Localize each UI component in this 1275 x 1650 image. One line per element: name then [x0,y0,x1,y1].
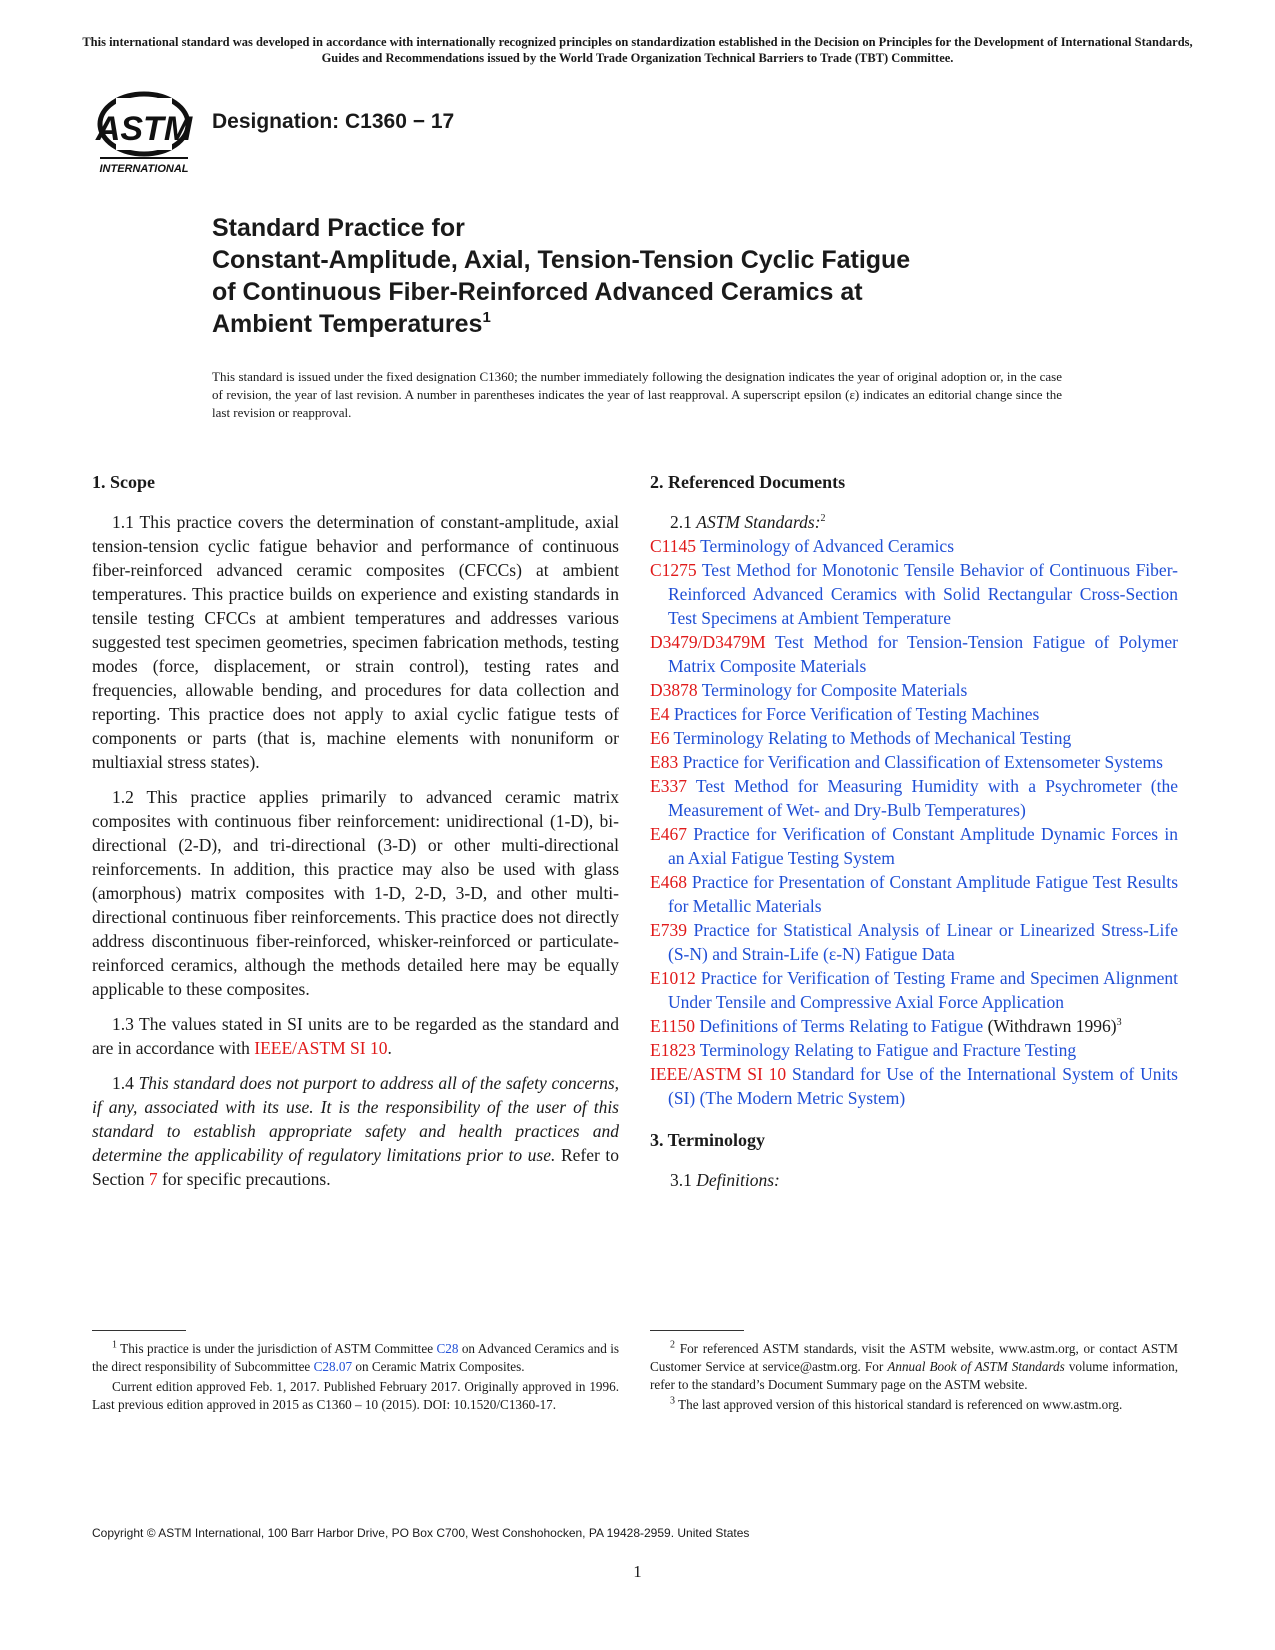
section-heading-referenced-documents: 2. Referenced Documents [650,472,846,492]
reference-item [650,918,1178,966]
reference-item [650,630,1178,678]
reference-code-link[interactable]: D3479/D3479M [650,632,766,652]
paragraph-1-4: 1.4 This standard does not purport to address all of the safety concerns, if any, associated with its use. It is the responsibility of the user of this standard to establish appropriate safety and health practices and determine the applicability of regulatory limitations prior to use. Refer to Section 7 for specific precautions. [92,1073,620,1189]
document-title [212,212,1072,340]
reference-item [650,534,1178,558]
svg-text:ASTM: ASTM [95,110,193,148]
reference-item [650,558,1178,630]
section-heading-terminology: 3. Terminology [650,1130,766,1150]
reference-code-link[interactable]: E1823 [650,1040,696,1060]
reference-code-link[interactable]: E467 [650,824,687,844]
reference-title-link[interactable]: Test Method for Measuring Humidity with a Psychrometer (the Measurement of Wet- and Dry-Bulb Temperatures) [668,776,1178,820]
footnote-mark: 3 [1116,1017,1122,1029]
subsection-3-1: 3.1 Definitions: [670,1170,780,1190]
reference-code-link[interactable]: E1012 [650,968,696,988]
link-ieee-si10[interactable]: IEEE/ASTM SI 10 [254,1038,388,1058]
footnotes-left [92,1340,619,1416]
section-heading-scope: 1. Scope [92,472,155,492]
reference-code-link[interactable]: D3878 [650,680,698,700]
reference-code-link[interactable]: E83 [650,752,679,772]
reference-title-link[interactable]: Terminology Relating to Fatigue and Fracture Testing [699,1040,1077,1060]
reference-item [650,702,1178,726]
svg-text:INTERNATIONAL: INTERNATIONAL [99,163,189,175]
reference-item [650,1014,1178,1038]
designation: Designation: C1360 − 17 [212,110,455,133]
link-section-7[interactable]: 7 [148,1169,158,1189]
reference-code-link[interactable]: E739 [650,920,687,940]
reference-code-link[interactable]: E6 [650,728,670,748]
footnote-divider [92,1330,186,1331]
reference-item [650,870,1178,918]
reference-title-link[interactable]: Terminology for Composite Materials [701,680,968,700]
footnote-divider [650,1330,744,1331]
reference-note: (Withdrawn 1996) [983,1016,1117,1036]
reference-item [650,822,1178,870]
reference-item [650,1038,1178,1062]
reference-code-link[interactable]: C1275 [650,560,697,580]
reference-item [650,750,1178,774]
paragraph-1-1: 1.1 This practice covers the determination of constant-amplitude, axial tension-tension cyclic fatigue behavior and performance of continuous fiber-reinforced advanced ceramic composites (CFCCs) at ambient temperatures. This practice builds on experience and existing standards in tensile testing CFCCs at ambient temperatures and addresses various suggested test specimen geometries, specimen fabrication methods, testing modes (force, displacement, or strain control), testing rates and frequencies, allowable bending, and procedures for data collection and reporting. This practice does not apply to axial cyclic fatigue tests of components or parts (that is, machine elements with nonuniform or multiaxial stress states). [92,512,619,772]
title-line: Standard Practice for [212,214,465,242]
reference-item [650,726,1178,750]
reference-code-link[interactable]: E468 [650,872,687,892]
paragraph-1-2: 1.2 This practice applies primarily to advanced ceramic matrix composites with continuous fiber reinforcement: unidirectional (1-D), bi-directional (2-D), and tri-directional (3-D) or other multi-directional reinforcements. In addition, this practice may also be used with glass (amorphous) matrix composites with 1-D, 2-D, 3-D, and other multi-directional continuous fiber reinforcements. This practice does not directly address discontinuous fiber-reinforced, whisker-reinforced or particulate-reinforced ceramics, although the methods detailed here may be equally applicable to these composites. [92,787,619,999]
reference-title-link[interactable]: Test Method for Tension-Tension Fatigue of Polymer Matrix Composite Materials [668,632,1179,676]
copyright-line: Copyright © ASTM International, 100 Barr Harbor Drive, PO Box C700, West Conshohocken, PA 19428-2959. United States [92,1526,750,1540]
wto-notice: This international standard was developed in accordance with internationally recognized principles on standardization established in the Decision on Principles for the Development of International Standards, Guides and Recommendations issued by the World Trade Organization Technical Barriers to Trade (TBT) Committee. [82,35,1193,65]
reference-title-link[interactable]: Terminology Relating to Methods of Mechanical Testing [673,728,1072,748]
subsection-2-1: 2.1 ASTM Standards:$^2$ [670,512,826,532]
reference-title-link[interactable]: Practice for Verification of Testing Frame and Specimen Alignment Under Tensile and Compressive Axial Force Application [668,968,1178,1012]
reference-code-link[interactable]: E1150 [650,1016,696,1036]
reference-title-link[interactable]: Practice for Verification and Classification of Extensometer Systems [682,752,1163,772]
reference-code-link[interactable]: E4 [650,704,670,724]
reference-list [650,534,1178,1110]
astm-logo [92,88,196,176]
reference-item [650,774,1178,822]
page-number: 1 [633,1562,642,1581]
reference-item [650,966,1178,1014]
title-line: of Continuous Fiber-Reinforced Advanced Ceramics at [212,278,863,306]
link-c28[interactable]: C28 [436,1341,459,1356]
footnote-3: $^3$ The last approved version of this historical standard is referenced on www.astm.org. [670,1395,1123,1412]
reference-title-link[interactable]: Test Method for Monotonic Tensile Behavior of Continuous Fiber-Reinforced Advanced Ceramics with Solid Rectangular Cross-Section Test Specimens at Ambient Temperature [668,560,1178,628]
left-column [92,470,619,1202]
paragraph-1-3: 1.3 The values stated in SI units are to be regarded as the standard and are in accordance with IEEE/ASTM SI 10. [92,1014,619,1058]
reference-title-link[interactable]: Practice for Presentation of Constant Amplitude Fatigue Test Results for Metallic Materials [668,872,1179,916]
reference-title-link[interactable]: Terminology of Advanced Ceramics [700,536,955,556]
reference-title-link[interactable]: Definitions of Terms Relating to Fatigue [699,1016,984,1036]
link-c28-07[interactable]: C28.07 [313,1359,353,1374]
title-line: Constant-Amplitude, Axial, Tension-Tension Cyclic Fatigue [212,246,911,274]
reference-title-link[interactable]: Practice for Statistical Analysis of Linear or Linearized Stress-Life (S-N) and Strain-Life (ε-N) Fatigue Data [668,920,1178,964]
reference-code-link[interactable]: IEEE/ASTM SI 10 [650,1064,787,1084]
reference-item [650,1062,1178,1110]
footnote-1: $^1$ This practice is under the jurisdiction of ASTM Committee C28 on Advanced Ceramics and is the direct responsibility of Subcommittee C28.07 on Ceramic Matrix Composites. [92,1339,619,1374]
reference-item [650,678,1178,702]
right-column [650,470,1178,1192]
reference-title-link[interactable]: Practices for Force Verification of Testing Machines [673,704,1040,724]
reference-code-link[interactable]: C1145 [650,536,697,556]
footnote-mark: 1 [482,309,491,326]
footnote-1-edition: Current edition approved Feb. 1, 2017. Published February 2017. Originally approved in 1996. Last previous edition approved in 2015 as C1360 – 10 (2015). DOI: 10.1520/C1360-17. [92,1379,619,1412]
reference-title-link[interactable]: Standard for Use of the International System of Units (SI) (The Modern Metric System) [668,1064,1178,1108]
reference-title-link[interactable]: Practice for Verification of Constant Amplitude Dynamic Forces in an Axial Fatigue Testing System [668,824,1179,868]
title-line: Ambient Temperatures$^1$ [212,309,491,338]
footnotes-right [650,1340,1178,1416]
footnote-2: $^2$ For referenced ASTM standards, visit the ASTM website, www.astm.org, or contact ASTM Customer Service at service@astm.org. For Annual Book of ASTM Standards volume information, refer to the standard’s Document Summary page on the ASTM website. [650,1339,1178,1392]
reference-code-link[interactable]: E337 [650,776,687,796]
designation-notice: This standard is issued under the fixed designation C1360; the number immediately following the designation indicates the year of original adoption or, in the case of revision, the year of last revision. A number in parentheses indicates the year of last reapproval. A superscript epsilon (ε) indicates an editorial change since the last revision or reapproval. [212,369,1062,420]
